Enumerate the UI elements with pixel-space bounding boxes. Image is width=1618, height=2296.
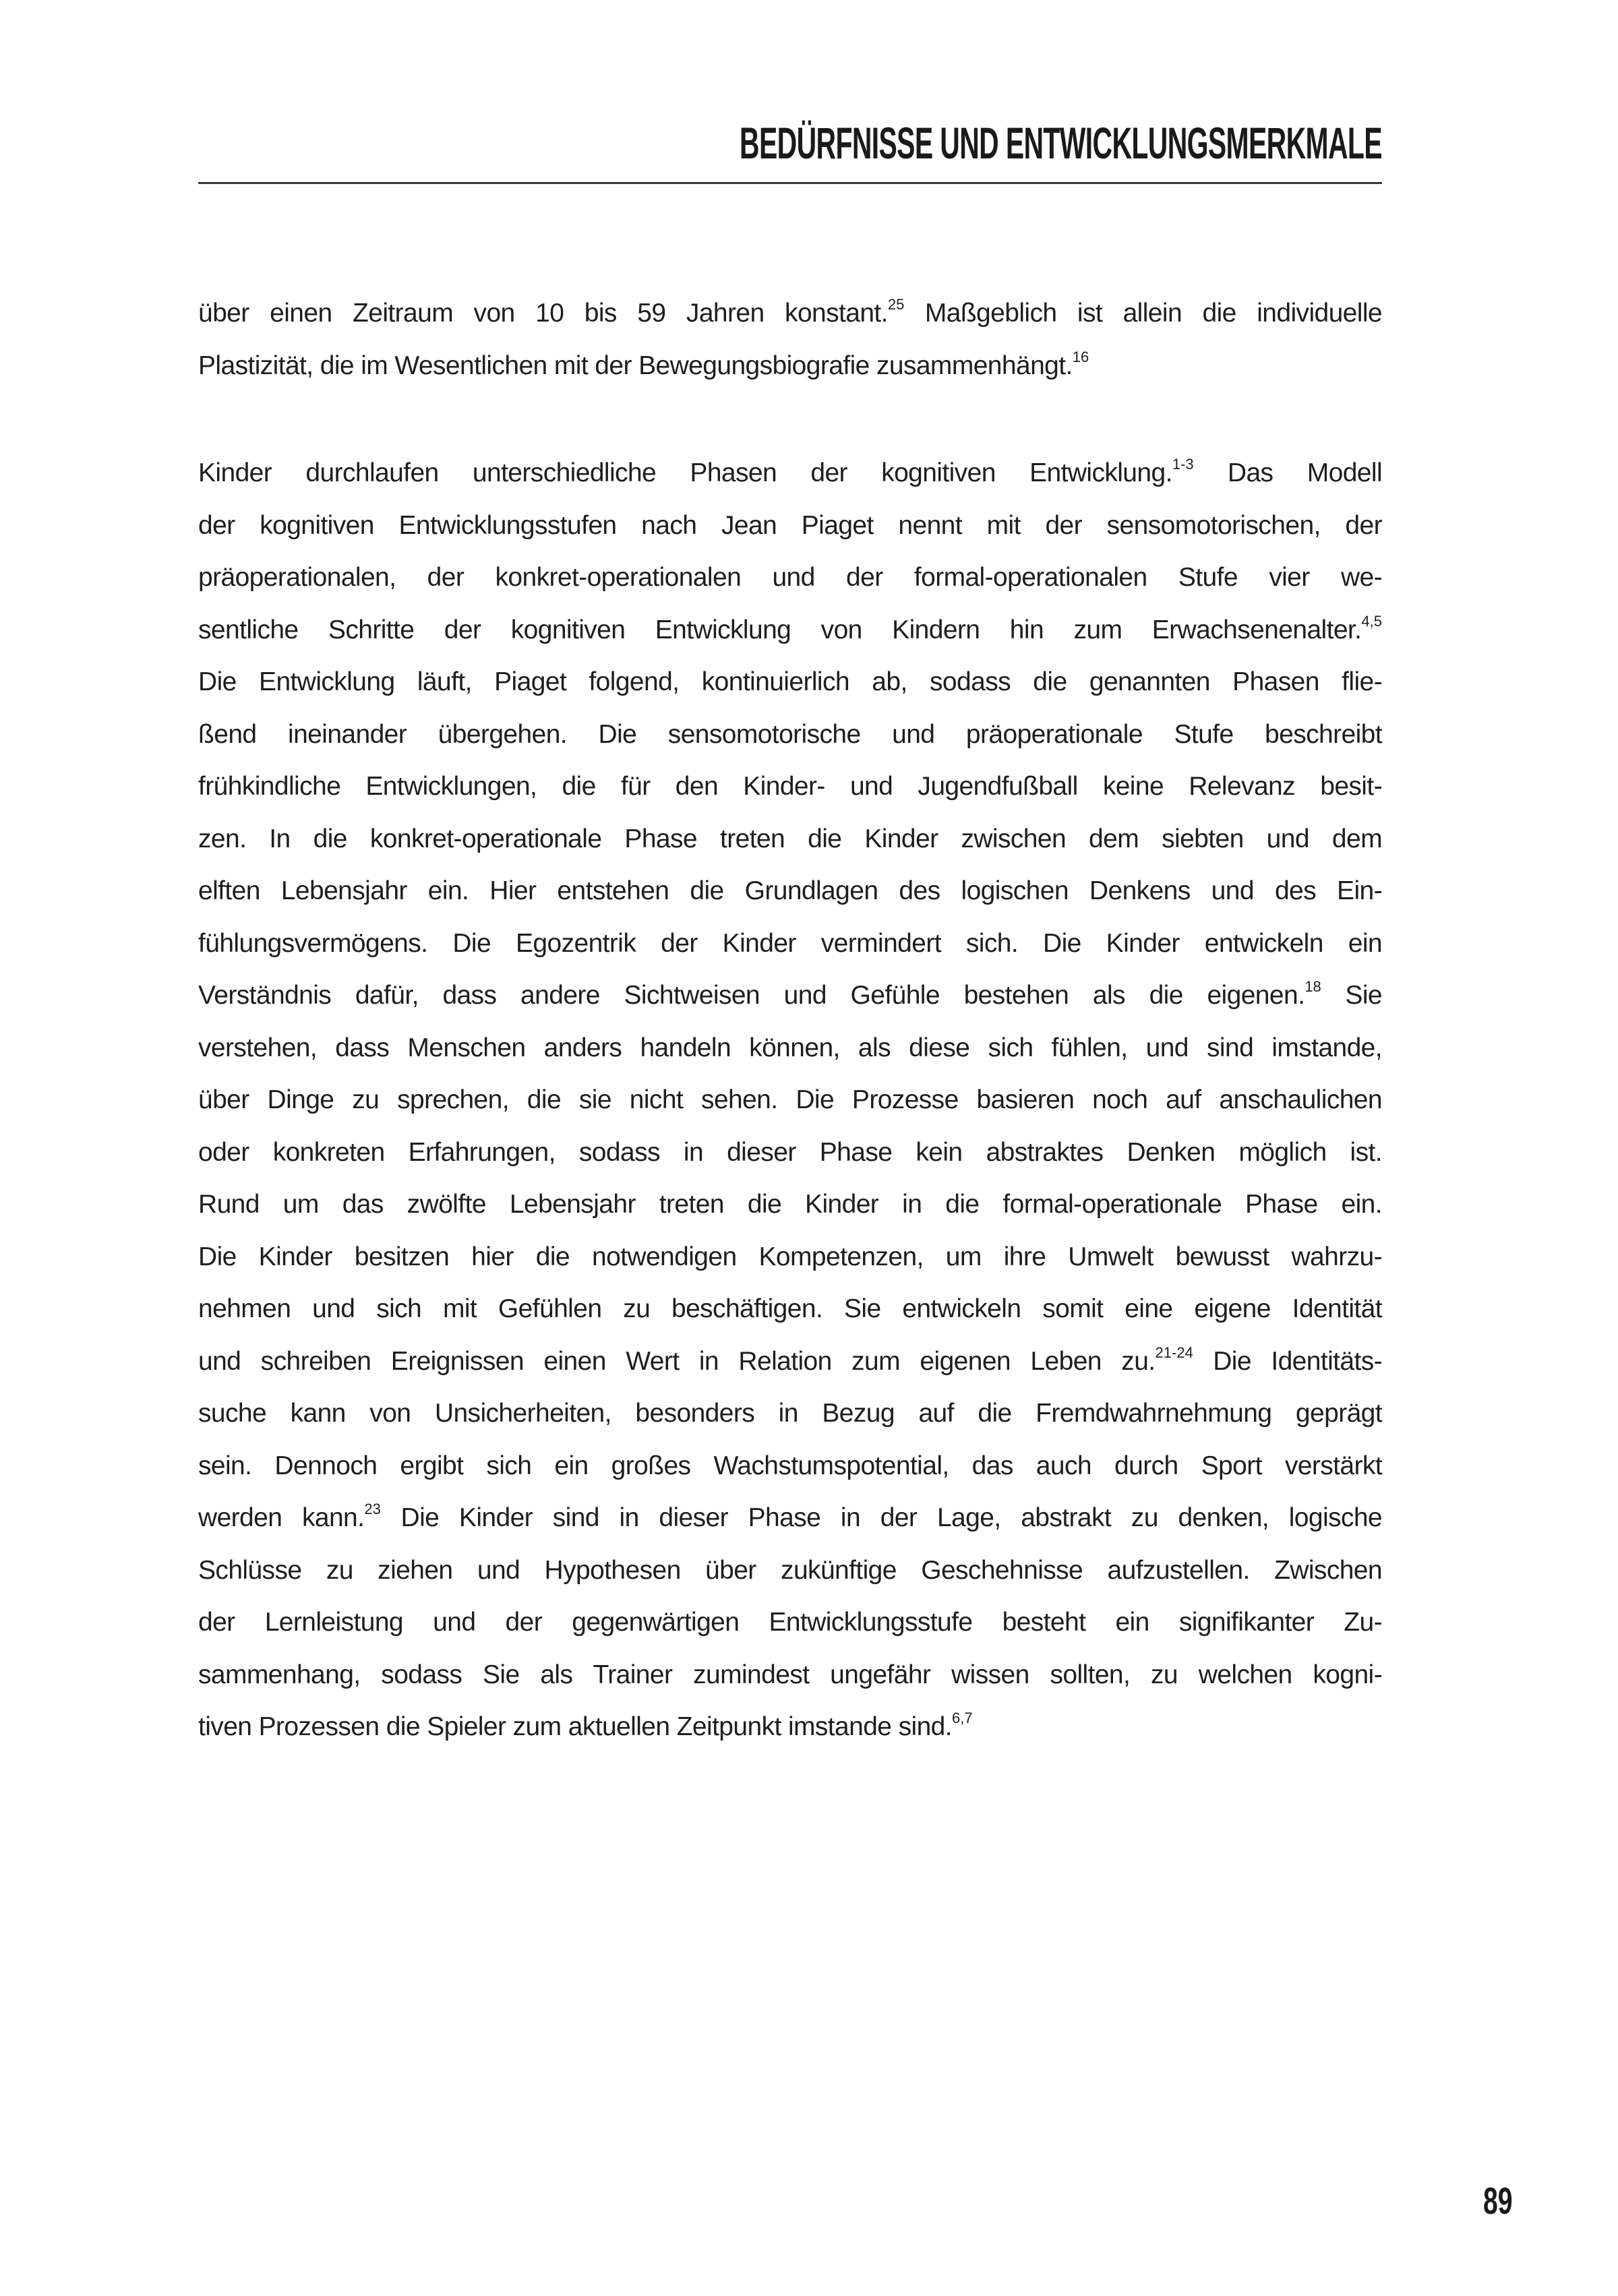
text-segment: präoperationalen, der konkret-operationalen und der formal-operationalen Stufe vier we- [198,563,1382,592]
text-line [198,1544,1382,1597]
text-line [198,1126,1382,1179]
text-segment: Plastizität, die im Wesentlichen mit der Bewegungsbiografie zusammenhängt. [198,351,1073,380]
text-line [198,656,1382,708]
text-segment: elften Lebensjahr ein. Hier entstehen die Grundlagen des logischen Denkens und des Ein- [198,876,1382,905]
footnote-reference: 16 [1072,348,1089,365]
text-segment: fühlungsvermögens. Die Egozentrik der Kinder vermindert sich. Die Kinder entwickeln ein [198,928,1382,958]
text-line [198,1335,1382,1388]
footnote-reference: 21-24 [1155,1343,1193,1361]
text-segment: der Lernleistung und der gegenwärtigen Entwicklungsstufe besteht ein signifikanter Zu- [198,1608,1382,1637]
paragraph [198,447,1382,1753]
text-segment: Sie [1321,981,1382,1010]
text-line [198,1074,1382,1126]
text-segment: Verständnis dafür, dass andere Sichtweisen und Gefühle bestehen als die eigenen. [198,981,1305,1010]
text-line [198,1178,1382,1231]
text-segment: nehmen und sich mit Gefühlen zu beschäftigen. Sie entwickeln somit eine eigene Identität [198,1294,1382,1323]
text-segment: Maßgeblich ist allein die individuelle [904,299,1382,328]
text-line [198,1387,1382,1440]
text-segment: Die Kinder besitzen hier die notwendigen Kompetenzen, um ihre Umwelt bewusst wahrzu- [198,1242,1382,1271]
text-line [198,604,1382,657]
text-segment: zen. In die konkret-operationale Phase treten die Kinder zwischen dem siebten und dem [198,824,1382,853]
footnote-reference: 4,5 [1361,612,1382,630]
text-segment: Rund um das zwölfte Lebensjahr treten die Kinder in die formal-operationale Phase ein. [198,1190,1382,1219]
footnote-reference: 18 [1305,978,1321,995]
text-segment: sammenhang, sodass Sie als Trainer zumindest ungefähr wissen sollten, zu welchen kogni- [198,1660,1382,1689]
text-line [198,340,1382,392]
footnote-reference: 23 [364,1501,381,1517]
text-line [198,1596,1382,1649]
text-line [198,917,1382,970]
text-line [198,1283,1382,1335]
page-number: 89 [1483,2179,1513,2222]
text-line [198,865,1382,917]
text-segment: verstehen, dass Menschen anders handeln können, als diese sich fühlen, und sind imstande, [198,1033,1382,1062]
text-line [198,1701,1382,1753]
text-segment: Schlüsse zu ziehen und Hypothesen über zukünftige Geschehnisse aufzustellen. Zwischen [198,1555,1382,1585]
text-segment: frühkindliche Entwicklungen, die für den Kinder- und Jugendfußball keine Relevanz besit- [198,772,1382,801]
footnote-reference: 1-3 [1172,456,1194,473]
body-text [198,287,1382,1809]
text-segment: Die Kinder sind in dieser Phase in der Lage, abstrakt zu denken, logische [380,1503,1383,1532]
text-segment: tiven Prozessen die Spieler zum aktuellen Zeitpunkt imstande sind. [198,1712,953,1741]
text-segment: suche kann von Unsicherheiten, besonders in Bezug auf die Fremdwahrnehmung geprägt [198,1399,1382,1428]
text-segment: Die Identitäts- [1193,1346,1383,1376]
text-segment: der kognitiven Entwicklungsstufen nach Jean Piaget nennt mit der sensomotorischen, der [198,510,1382,540]
paragraph [198,287,1382,392]
text-segment: über einen Zeitraum von 10 bis 59 Jahren konstant. [198,299,888,328]
text-line [198,969,1382,1022]
header-rule [198,182,1382,184]
running-header-title: BEDÜRFNISSE UND ENTWICKLUNGSMERKMALE [740,118,1382,168]
text-line [198,708,1382,761]
text-segment: sein. Dennoch ergibt sich ein großes Wachstumspotential, das auch durch Sport verstärkt [198,1451,1382,1480]
text-line [198,287,1382,340]
text-segment: werden kann. [198,1503,365,1532]
text-line [198,1022,1382,1075]
text-line [198,447,1382,500]
text-segment: sentliche Schritte der kognitiven Entwicklung von Kindern hin zum Erwachsenenalter. [198,615,1362,644]
text-line [198,760,1382,813]
text-line [198,1231,1382,1283]
text-segment: Die Entwicklung läuft, Piaget folgend, kontinuierlich ab, sodass die genannten Phasen flie- [198,667,1382,696]
text-segment: Das Modell [1193,458,1383,487]
text-segment: oder konkreten Erfahrungen, sodass in dieser Phase kein abstraktes Denken möglich ist. [198,1137,1382,1167]
text-line [198,500,1382,552]
text-line [198,551,1382,604]
text-segment: ßend ineinander übergehen. Die sensomotorische und präoperationale Stufe beschreibt [198,719,1382,749]
text-line [198,1440,1382,1492]
text-segment: über Dinge zu sprechen, die sie nicht sehen. Die Prozesse basieren noch auf anschaulichen [198,1085,1382,1114]
text-line [198,1649,1382,1701]
text-line [198,1492,1382,1544]
footnote-reference: 25 [887,296,905,313]
footnote-reference: 6,7 [952,1710,973,1726]
text-segment: Kinder durchlaufen unterschiedliche Phasen der kognitiven Entwicklung. [198,458,1172,487]
text-segment: und schreiben Ereignissen einen Wert in Relation zum eigenen Leben zu. [198,1346,1156,1376]
text-line [198,813,1382,866]
